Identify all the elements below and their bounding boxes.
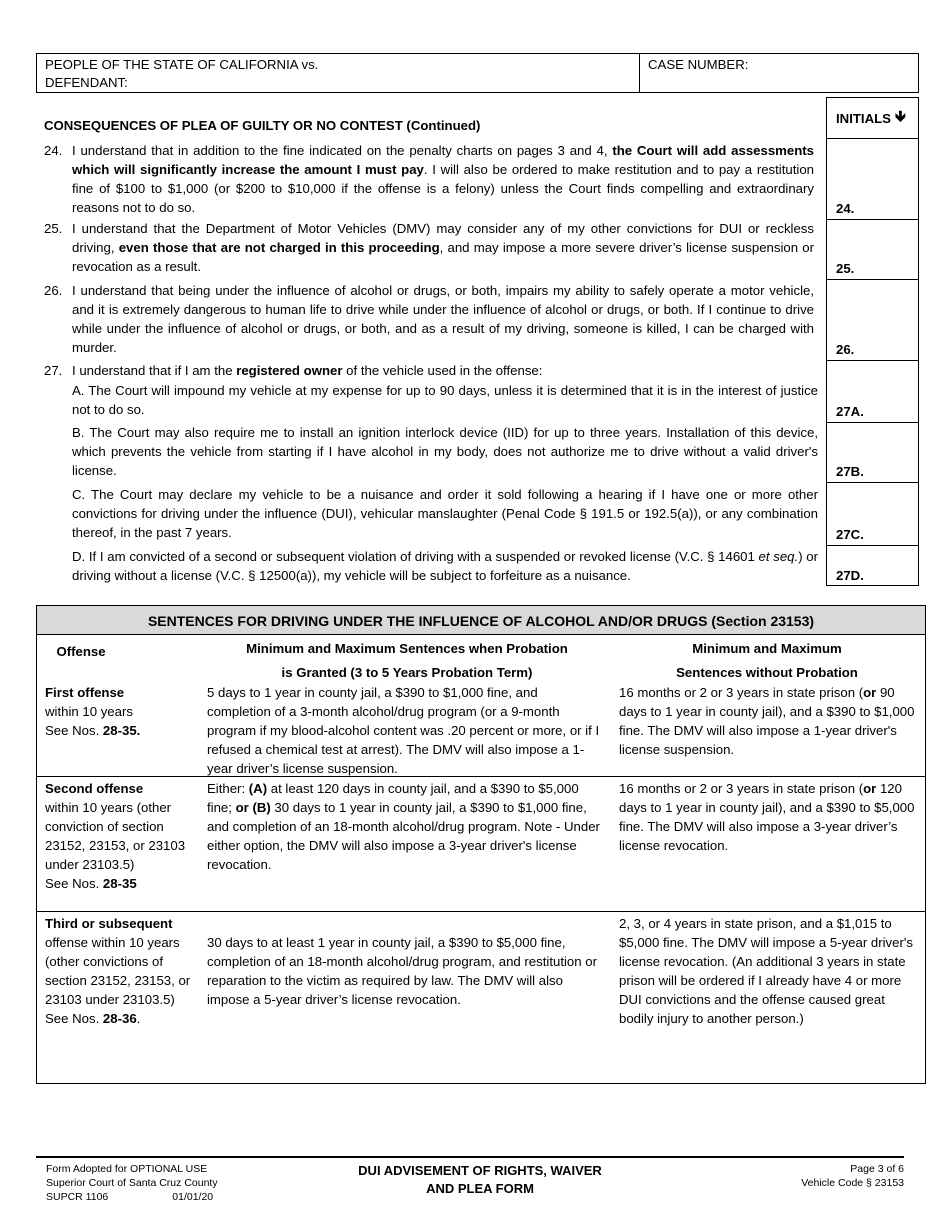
- sentences-table-title: SENTENCES FOR DRIVING UNDER THE INFLUENCE OF ALCOHOL AND/OR DRUGS (Section 23153): [37, 606, 925, 635]
- footer-form-info: Form Adopted for OPTIONAL USE Superior Court of Santa Cruz County SUPCR 1106 01/01/20: [46, 1163, 218, 1203]
- row1-probation: 5 days to 1 year in county jail, a $390 to $1,000 fine, and completion of a 3-month alcohol/drug program (or a 9-month program if my blood-alcohol content was .20 percent or more, or if I refused a chemical test at arrest). The DMV will also impose a 1-year driver’s license suspension.: [207, 685, 600, 776]
- col-header-probation: Minimum and Maximum Sentences when Probation is Granted (3 to 5 Years Probation Term): [246, 641, 568, 680]
- item-number: 25.: [44, 221, 63, 236]
- initials-header: [827, 98, 918, 138]
- footer-form-title: DUI ADVISEMENT OF RIGHTS, WAIVER AND PLEA FORM: [358, 1163, 602, 1196]
- initials-box-27d[interactable]: [827, 545, 918, 586]
- row1-no-probation: 16 months or 2 or 3 years in state prison (or 90 days to 1 year in county jail), and a $390 to $1,000 fine. The DMV will also impose a 1-year driver's license suspension.: [619, 685, 915, 757]
- item-number: 24.: [44, 143, 63, 158]
- item-27d: D. If I am convicted of a second or subsequent violation of driving with a suspended or revoked license (V.C. § 14601 et seq.) or driving without a license (V.C. § 12500(a)), my vehicle will be subject to forfeiture as a nuisance.: [72, 549, 819, 583]
- section-title: CONSEQUENCES OF PLEA OF GUILTY OR NO CONTEST (Continued): [44, 118, 481, 133]
- item-number: 26.: [44, 283, 63, 298]
- item-text: I understand that if I am the registered owner of the vehicle used in the offense:: [72, 363, 543, 378]
- item-text: I understand that the Department of Motor Vehicles (DMV) may consider any of my other convictions for DUI or reckless driving, even those that are not charged in this proceeding, and may impose a more severe driver’s license suspension or revocation as a result.: [72, 221, 814, 274]
- initials-box-25[interactable]: [827, 219, 918, 279]
- arrow-down-icon: 🡻: [894, 107, 906, 125]
- initials-label-26: 26.: [836, 342, 855, 357]
- case-number-field[interactable]: [640, 54, 918, 92]
- item-27a: A. The Court will impound my vehicle at my expense for up to 90 days, unless it is determined that it is in the interest of justice not to do so.: [72, 383, 818, 417]
- item-27b: B. The Court may also require me to install an ignition interlock device (IID) for up to three years. Installation of this device, which prevents the vehicle from starting if I have alcohol in my body, does not authorize me to drive without a valid driver's license.: [72, 425, 818, 478]
- initials-box-26[interactable]: [827, 279, 918, 360]
- item-number: 27.: [44, 363, 63, 378]
- initials-column: [826, 97, 919, 586]
- caption-people: PEOPLE OF THE STATE OF CALIFORNIA vs.: [45, 57, 319, 72]
- row3-probation: 30 days to at least 1 year in county jail, a $390 to $5,000 fine, completion of an 18-month alcohol/drug program, and restitution or reparation to the victim as required by law. The DMV will also impose a 5-year driver’s license revocation.: [207, 935, 597, 1007]
- row2-probation: Either: (A) at least 120 days in county jail, and a $390 to $5,000 fine; or (B) 30 days to 1 year in county jail, a $390 to $1,000 fine, and completion of an 18-month alcohol/drug program. Note - Under either option, the DMV will also impose a 3-year driver's license revocation.: [207, 781, 600, 872]
- row3-offense: Third or subsequent offense within 10 years (other convictions of section 23152, 23153, or 23103 under 23103.5) See Nos. 28-36.: [45, 916, 191, 1026]
- row1-offense: First offense within 10 years See Nos. 28-35.: [45, 685, 141, 738]
- case-caption-box: [36, 53, 919, 93]
- initials-box-27c[interactable]: [827, 482, 918, 545]
- caption-parties: [37, 54, 640, 92]
- initials-box-27a[interactable]: [827, 360, 918, 422]
- initials-label-27d: 27D.: [836, 568, 864, 583]
- initials-box-27b[interactable]: [827, 422, 918, 482]
- initials-label-25: 25.: [836, 261, 855, 276]
- initials-label-24: 24.: [836, 201, 855, 216]
- initials-label-27c: 27C.: [836, 527, 864, 542]
- case-number-label: CASE NUMBER:: [648, 57, 749, 72]
- row-divider: [37, 776, 925, 777]
- caption-defendant: DEFENDANT:: [45, 75, 128, 90]
- initials-box-24[interactable]: [827, 138, 918, 219]
- initials-label-27a: 27A.: [836, 404, 864, 419]
- item-27: [44, 361, 814, 380]
- row3-no-probation: 2, 3, or 4 years in state prison, and a $1,015 to $5,000 fine. The DMV will impose a 5-year driver's license revocation. (An additional 3 years in state prison will be ordered if I already have 4 or more DUI convictions and the offense caused great bodily injury to another person.): [619, 916, 913, 1026]
- col-header-no-probation: Minimum and Maximum Sentences without Probation: [676, 641, 858, 680]
- item-24: [44, 141, 814, 217]
- row-divider: [37, 911, 925, 912]
- row2-no-probation: 16 months or 2 or 3 years in state prison (or 120 days to 1 year in county jail), and a $390 to $5,000 fine. The DMV will also impose a 3-year driver’s license revocation.: [619, 781, 915, 853]
- item-26: [44, 281, 814, 357]
- row2-offense: Second offense within 10 years (other conviction of section 23152, 23153, or 23103 under 23103.5) See Nos. 28-35: [45, 781, 186, 891]
- initials-label-27b: 27B.: [836, 464, 864, 479]
- item-text: I understand that in addition to the fine indicated on the penalty charts on pages 3 and 4, the Court will add assessments which will significantly increase the amount I must pay. I will also be ordered to make restitution and to pay a restitution fine of $100 to $1,000 (or $200 to $10,000 if the offense is a felony) unless the Court finds compelling and extraordinary reasons not to do so.: [72, 143, 815, 215]
- item-25: [44, 219, 814, 276]
- col-header-offense: Offense: [56, 644, 106, 659]
- item-text: I understand that being under the influence of alcohol or drugs, or both, impairs my ability to safely operate a motor vehicle, and it is extremely dangerous to human life to drive while under the influence of alcohol or drugs, or both. If I continue to drive while under the influence of alcohol or drugs, or both, and as a result of my driving, someone is killed, I can be charged with murder.: [72, 283, 814, 355]
- footer-rule: [36, 1156, 904, 1158]
- footer-page-info: Page 3 of 6 Vehicle Code § 23153: [801, 1163, 904, 1189]
- initials-header-label: INITIALS: [836, 110, 891, 126]
- sentences-table: [36, 605, 926, 1084]
- item-27c: C. The Court may declare my vehicle to be a nuisance and order it sold following a hearing if I have one or more other convictions for driving under the influence (DUI), vehicular manslaughter (Penal Code § 191.5 or 192.5(a)), or any combination thereof, in the past 7 years.: [72, 487, 818, 540]
